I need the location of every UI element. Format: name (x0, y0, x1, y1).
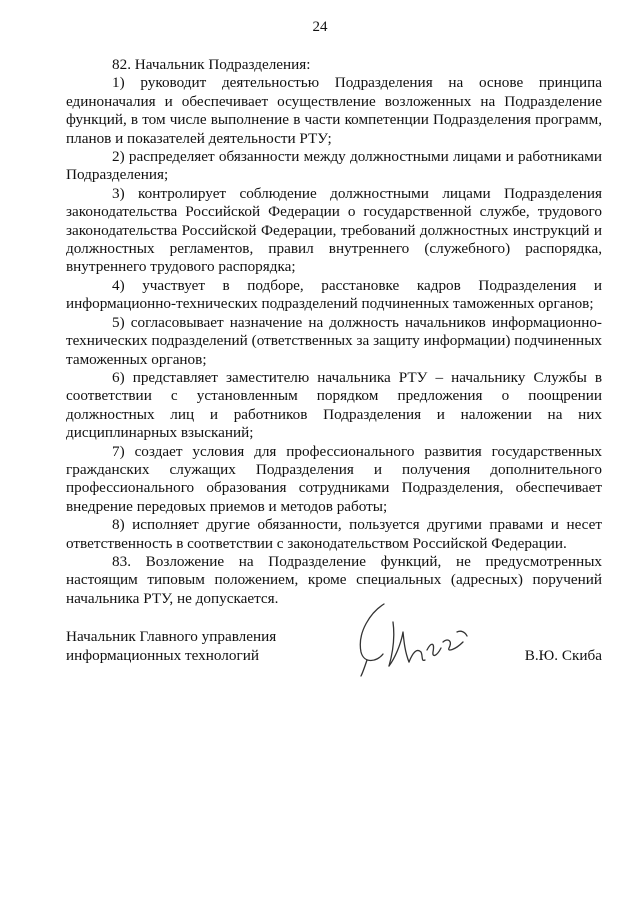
paragraph-item-1: 1) руководит деятельностью Подразделения на основе принципа единоначалия и обеспечивает осуществление возложенных на Подразделение функций, в том числе выполнение в части компетенции Подразделения программ, планов и показателей деятельности РТУ; (66, 74, 602, 147)
signatory-title-line-2: информационных технологий (66, 647, 259, 664)
paragraph-item-3: 3) контролирует соблюдение должностными лицами Подразделения законодательства Российской Федерации о государственной службе, трудового законодательства Российской Федерации, требований должностных инструкций и должностных регламентов, правил внутреннего (служебного) распорядка, внутреннего трудового распорядка; (66, 184, 602, 276)
paragraph-item-5: 5) согласовывает назначение на должность начальников информационно-технических подразделений (ответственных за защиту информации) подчиненных таможенных органов; (66, 313, 602, 368)
page-number: 24 (312, 19, 328, 35)
signatory-title-line-1: Начальник Главного управления (66, 628, 277, 645)
signatory-name: В.Ю. Скиба (524, 647, 602, 664)
paragraph-82-heading: 82. Начальник Подразделения: (112, 56, 311, 73)
signatory-title (66, 627, 276, 665)
paragraph-item-4: 4) участвует в подборе, расстановке кадров Подразделения и информационно-технических подразделений подчиненных таможенных органов; (66, 276, 602, 313)
paragraph-item-2: 2) распределяет обязанности между должностными лицами и работниками Подразделения; (66, 148, 602, 184)
paragraph-83: 83. Возложение на Подразделение функций, не предусмотренных настоящим типовым положением, кроме специальных (адресных) поручений начальника РТУ, не допускается. (66, 552, 602, 607)
paragraph-item-7: 7) создает условия для профессионального развития государственных гражданских служащих Подразделения и получения дополнительного профессионального образования сотрудниками Подразделения, обеспечивает внедрение передовых приемов и методов работы; (66, 442, 602, 515)
handwritten-signature (349, 592, 499, 682)
signature-block (66, 627, 602, 687)
paragraph-item-6: 6) представляет заместителю начальника РТУ – начальнику Службы в соответствии с установленным порядком предложения о поощрении должностных лиц и работников Подразделения и наложении на них дисциплинарных взысканий; (66, 368, 602, 442)
paragraph-item-8: 8) исполняет другие обязанности, пользуется другими правами и несет ответственность в соответствии с законодательством Российской Федерации. (66, 516, 602, 552)
document-body (66, 56, 602, 608)
